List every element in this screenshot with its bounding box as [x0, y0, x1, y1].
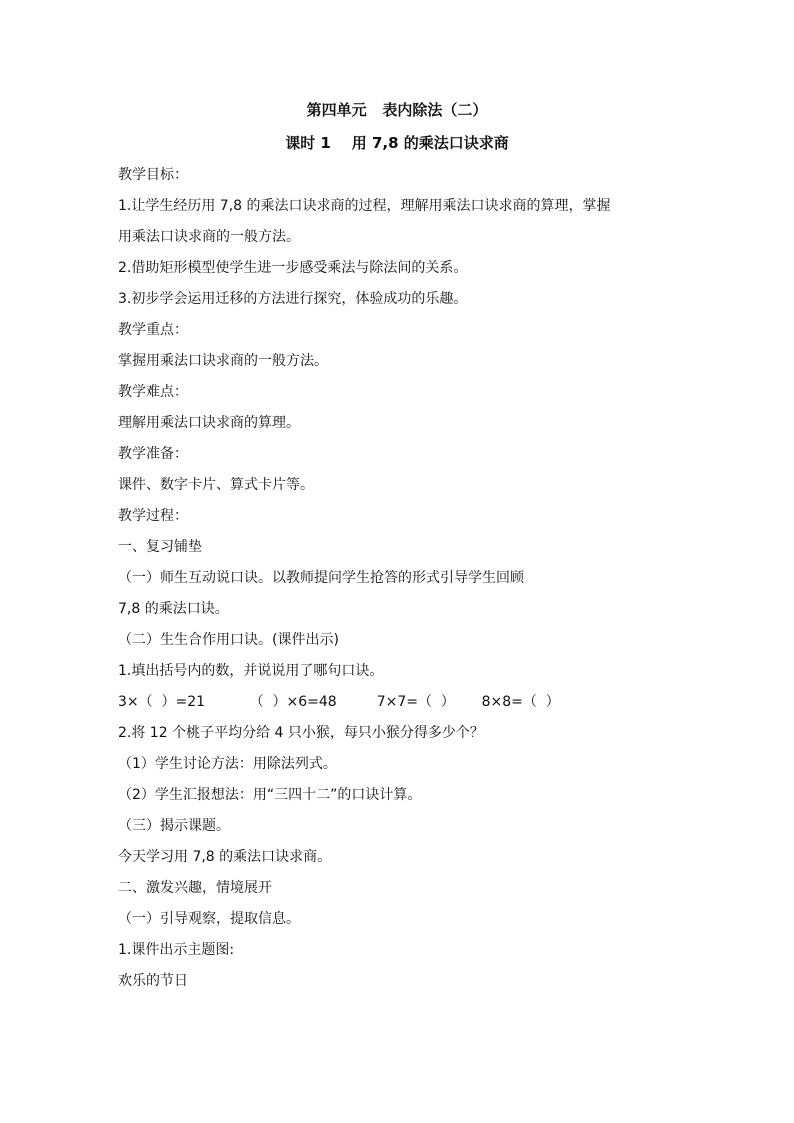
section-heading-difficulties: 教学难点：	[118, 384, 188, 400]
process-step-2-1: （一）引导观察，提取信息。	[118, 911, 300, 927]
objective-1: 1.让学生经历用 7,8 的乘法口诀求商的过程，理解用乘法口诀求商的算理，掌握	[118, 198, 611, 214]
exercise-2: 2.将 12 个桃子平均分给 4 只小猴，每只小猴分得多少个？	[118, 725, 484, 741]
exercise-1-equations: 3×（ ）=21 （ ）×6=48 7×7=（ ） 8×8=（ ）	[118, 694, 560, 710]
key-point-text: 掌握用乘法口诀求商的一般方法。	[118, 353, 328, 369]
section-heading-preparation: 教学准备：	[118, 446, 188, 462]
process-step-1-2: （二）生生合作用口诀。(课件出示)	[118, 632, 339, 648]
exercise-1: 1.填出括号内的数，并说说用了哪句口诀。	[118, 663, 384, 679]
difficulty-text: 理解用乘法口诀求商的算理。	[118, 415, 300, 431]
process-step-1-3: （三）揭示课题。	[118, 818, 230, 834]
theme-image-item: 1.课件出示主题图:	[118, 942, 235, 958]
exercise-2-step-2: （2）学生汇报想法：用“三四十二”的口诀计算。	[118, 787, 422, 803]
process-part-1: 一、复习铺垫	[118, 539, 202, 555]
exercise-2-step-1: （1）学生讨论方法：用除法列式。	[118, 756, 337, 772]
preparation-text: 课件、数字卡片、算式卡片等。	[118, 477, 314, 493]
objective-2: 2.借助矩形模型使学生进一步感受乘法与除法间的关系。	[118, 260, 468, 276]
process-step-1-1: （一）师生互动说口诀。以教师提问学生抢答的形式引导学生回顾	[118, 570, 524, 586]
lesson-title: 课时 1 用 7,8 的乘法口诀求商	[285, 134, 509, 152]
objective-1-continued: 用乘法口诀求商的一般方法。	[118, 229, 300, 245]
process-part-2: 二、激发兴趣，情境展开	[118, 880, 272, 896]
theme-image-caption: 欢乐的节日	[118, 973, 188, 989]
section-heading-key-points: 教学重点：	[118, 322, 188, 338]
section-heading-process: 教学过程：	[118, 508, 188, 524]
objective-3: 3.初步学会运用迁移的方法进行探究，体验成功的乐趣。	[118, 291, 468, 307]
unit-title: 第四单元 表内除法（二）	[306, 101, 488, 119]
topic-introduction: 今天学习用 7,8 的乘法口诀求商。	[118, 849, 332, 865]
process-step-1-1-continued: 7,8 的乘法口诀。	[118, 601, 229, 617]
section-heading-objectives: 教学目标：	[118, 167, 188, 183]
